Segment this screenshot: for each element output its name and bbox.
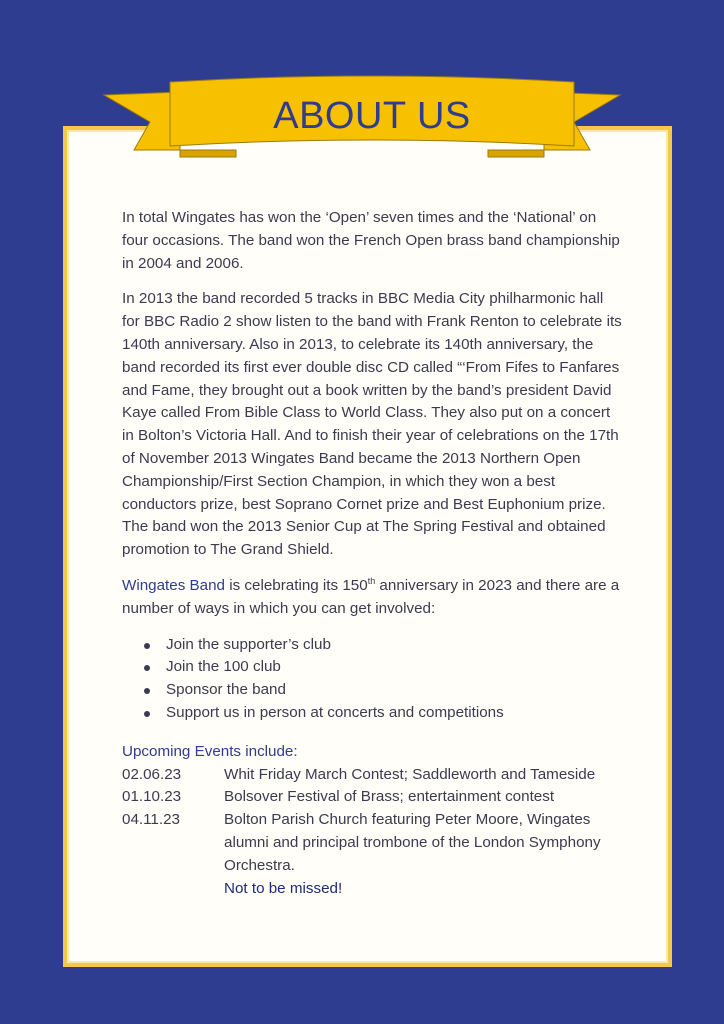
ribbon-left-fold [180, 150, 236, 157]
band-name: Wingates Band [122, 576, 225, 594]
about-content [122, 207, 622, 900]
event-date: 02.06.23 [122, 765, 182, 783]
events-heading: Upcoming Events include: [122, 742, 298, 760]
event-note: Not to be missed! [224, 879, 343, 897]
event-date: 01.10.23 [122, 788, 182, 806]
page-title: ABOUT US [273, 95, 471, 137]
list-item-label: Join the supporter’s club [166, 635, 331, 653]
paragraph-anniversary [122, 575, 622, 621]
event-row [122, 764, 622, 787]
list-item [122, 656, 622, 679]
ribbon-left-tail [104, 92, 180, 150]
involvement-list [122, 634, 622, 725]
bullet-icon [144, 665, 150, 671]
list-item [122, 679, 622, 702]
bullet-icon [144, 688, 150, 694]
list-item [122, 634, 622, 657]
list-item-label: Support us in person at concerts and competitions [166, 703, 504, 721]
event-description: Whit Friday March Contest; Saddleworth and Tameside [224, 765, 596, 783]
event-row [122, 786, 622, 809]
list-item-label: Sponsor the band [166, 681, 286, 699]
event-description: Bolsover Festival of Brass; entertainment contest [224, 788, 555, 806]
anniversary-text-b: anniversary in 2023 and there are a number of ways in which you can get involved: [122, 576, 620, 617]
bullet-icon [144, 643, 150, 649]
event-row [122, 878, 622, 901]
ribbon-right-fold [488, 150, 544, 157]
event-description: Bolton Parish Church featuring Peter Moore, Wingates alumni and principal trombone of the London Symphony Orchestra. [224, 811, 601, 874]
paragraph-history: In 2013 the band recorded 5 tracks in BBC Media City philharmonic hall for BBC Radio 2 show listen to the band with Frank Renton to celebrate its 140th anniversary. Also in 2013, to celebrate its 140th anniversary, the band recorded its first ever double disc CD called “‘From Fifes to Fanfares and Fame, they brought out a book written by the band’s president David Kaye called From Bible Class to World Class. They also put on a concert in Bolton’s Victoria Hall. And to finish their year of celebrations on the 17th of November 2013 Wingates Band became the 2013 Northern Open Championship/First Section Champion, in which they won a best conductors prize, best Soprano Cornet prize and Best Euphonium prize. The band won the 2013 Senior Cup at The Spring Festival and obtained promotion to The Grand Shield. [122, 290, 622, 559]
bullet-icon [144, 711, 150, 717]
anniversary-text-a: is celebrating its 150 [225, 576, 368, 594]
list-item-label: Join the 100 club [166, 658, 281, 676]
list-item [122, 702, 622, 725]
event-row [122, 809, 622, 877]
event-date: 04.11.23 [122, 811, 180, 829]
ordinal-suffix: th [367, 575, 376, 586]
paragraph-awards: In total Wingates has won the ‘Open’ seven times and the ‘National’ on four occasions. The band won the French Open brass band championship in 2004 and 2006. [122, 209, 620, 272]
